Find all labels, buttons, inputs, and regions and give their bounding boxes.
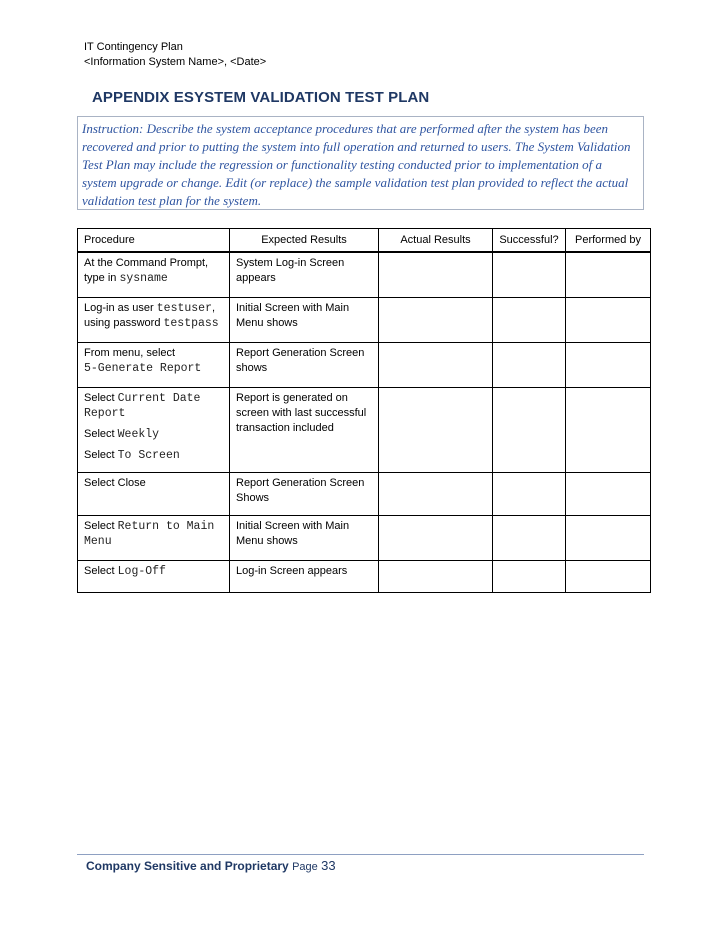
expected-cell: Initial Screen with Main Menu shows xyxy=(230,297,379,342)
successful-cell xyxy=(493,387,566,472)
footer-divider xyxy=(77,854,644,855)
performed-cell xyxy=(566,252,651,297)
expected-cell: Report Generation Screen shows xyxy=(230,342,379,387)
header-actual-results: Actual Results xyxy=(379,229,493,253)
procedure-cell: Log-in as user testuser, using password testpass xyxy=(78,297,230,342)
appendix-title: APPENDIX ESYSTEM VALIDATION TEST PLAN xyxy=(92,89,430,106)
actual-cell xyxy=(379,472,493,515)
actual-cell xyxy=(379,297,493,342)
procedure-cell: Select Log-Off xyxy=(78,560,230,592)
performed-cell xyxy=(566,387,651,472)
successful-cell xyxy=(493,252,566,297)
procedure-cell: Select Return to Main Menu xyxy=(78,515,230,560)
table-row xyxy=(78,387,651,472)
table-row xyxy=(78,560,651,592)
instruction-box: Instruction: Describe the system acceptance procedures that are performed after the system has been recovered and prior to putting the system into full operation and returned to users. The System Validation Test Plan may include the regression or functionality testing conducted prior to implementation of a system upgrade or change. Edit (or replace) the sample validation test plan provided to reflect the actual validation test plan for the system. xyxy=(77,116,644,210)
successful-cell xyxy=(493,515,566,560)
table-row xyxy=(78,297,651,342)
procedure-cell: From menu, select 5-Generate Report xyxy=(78,342,230,387)
page-footer xyxy=(86,858,336,873)
performed-cell xyxy=(566,515,651,560)
performed-cell xyxy=(566,560,651,592)
footer-label: Company Sensitive and Proprietary xyxy=(86,859,289,873)
table-row xyxy=(78,252,651,297)
header-line-2: <Information System Name>, <Date> xyxy=(84,56,267,68)
successful-cell xyxy=(493,342,566,387)
procedure-cell: Select Close xyxy=(78,472,230,515)
successful-cell xyxy=(493,560,566,592)
table-row xyxy=(78,342,651,387)
header-procedure: Procedure xyxy=(78,229,230,253)
expected-cell: Report is generated on screen with last successful transaction included xyxy=(230,387,379,472)
validation-test-plan-table xyxy=(77,228,651,593)
footer-page-number: 33 xyxy=(321,858,336,873)
expected-cell: System Log-in Screen appears xyxy=(230,252,379,297)
table-header-row xyxy=(78,229,651,253)
expected-cell: Log-in Screen appears xyxy=(230,560,379,592)
actual-cell xyxy=(379,515,493,560)
successful-cell xyxy=(493,297,566,342)
actual-cell xyxy=(379,387,493,472)
footer-page-word: Page xyxy=(292,861,318,873)
running-header xyxy=(84,40,266,70)
header-successful: Successful? xyxy=(493,229,566,253)
performed-cell xyxy=(566,297,651,342)
expected-cell: Initial Screen with Main Menu shows xyxy=(230,515,379,560)
actual-cell xyxy=(379,560,493,592)
actual-cell xyxy=(379,252,493,297)
successful-cell xyxy=(493,472,566,515)
table-row xyxy=(78,472,651,515)
expected-cell: Report Generation Screen Shows xyxy=(230,472,379,515)
table-row xyxy=(78,515,651,560)
procedure-cell: Select Current Date Report Select Weekly Select To Screen xyxy=(78,387,230,472)
actual-cell xyxy=(379,342,493,387)
header-expected-results: Expected Results xyxy=(230,229,379,253)
header-performed-by: Performed by xyxy=(566,229,651,253)
procedure-cell: At the Command Prompt, type in sysname xyxy=(78,252,230,297)
performed-cell xyxy=(566,472,651,515)
header-line-1: IT Contingency Plan xyxy=(84,41,183,53)
performed-cell xyxy=(566,342,651,387)
